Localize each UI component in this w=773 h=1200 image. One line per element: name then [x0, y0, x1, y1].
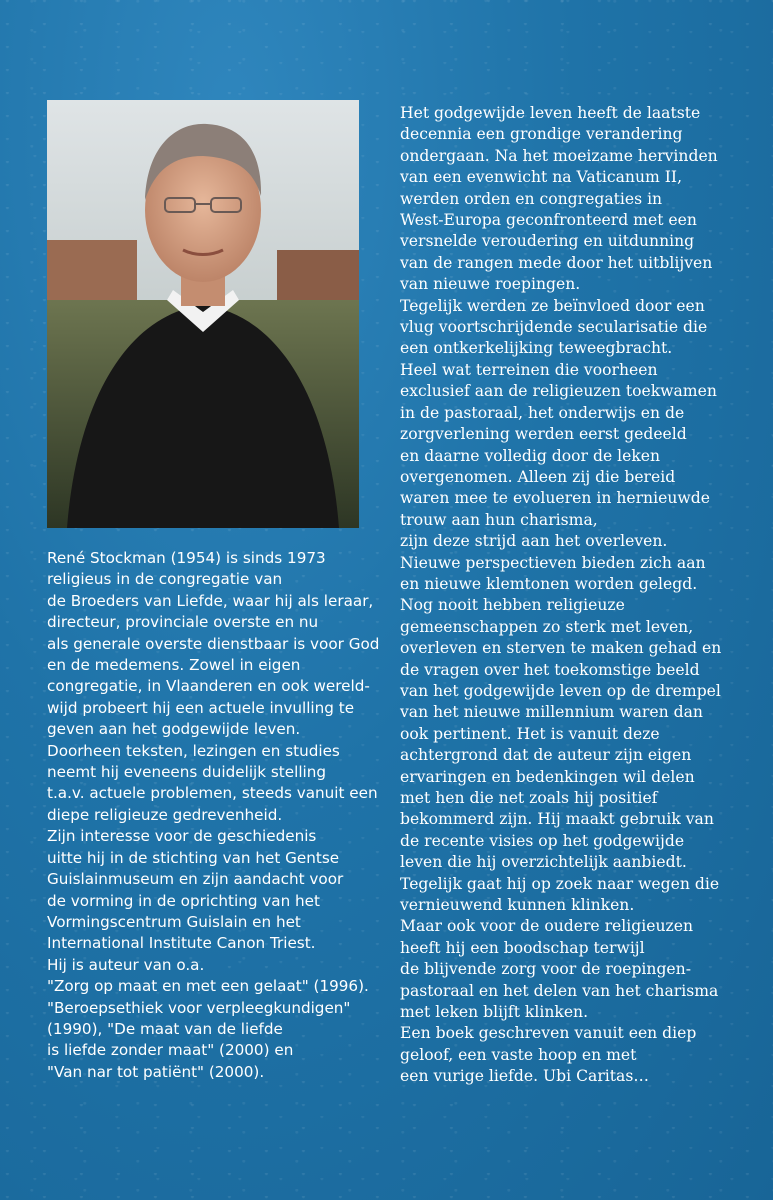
blurb-line: vlug voortschrijdende secularisatie die — [400, 318, 708, 337]
biography-line: is liefde zonder maat" (2000) en — [47, 1041, 294, 1060]
biography-line: en de medemens. Zowel in eigen — [47, 656, 301, 675]
blurb-line: overleven en sterven te maken gehad en — [400, 639, 722, 658]
blurb-line: zijn deze strijd aan het overleven. — [400, 532, 668, 551]
blurb-line: bekommerd zijn. Hij maakt gebruik van — [400, 810, 714, 829]
author-biography — [47, 548, 380, 1083]
portrait-photo-icon — [47, 100, 359, 528]
blurb-line: ondergaan. Na het moeizame hervinden — [400, 146, 718, 165]
blurb-line: en nieuwe klemtonen worden gelegd. — [400, 574, 698, 593]
blurb-line: pastoraal en het delen van het charisma — [400, 981, 719, 1000]
blurb-line: overgenomen. Alleen zij die bereid — [400, 467, 676, 486]
blurb-line: Nieuwe perspectieven bieden zich aan — [400, 553, 706, 572]
biography-line: (1990), "De maat van de liefde — [47, 1019, 283, 1038]
biography-line: directeur, provinciale overste en nu — [47, 613, 319, 632]
blurb-line: Het godgewijde leven heeft de laatste — [400, 104, 701, 122]
biography-line: "Zorg op maat en met een gelaat" (1996). — [47, 977, 369, 996]
blurb-line: Nog nooit hebben religieuze — [400, 596, 625, 615]
biography-line: International Institute Canon Triest. — [47, 934, 316, 953]
biography-line: uitte hij in de stichting van het Gentse — [47, 848, 340, 867]
blurb-line: vernieuwend kunnen klinken. — [400, 896, 635, 915]
blurb-line: waren mee te evolueren in hernieuwde — [400, 489, 710, 508]
biography-line: diepe religieuze gedrevenheid. — [47, 805, 283, 824]
blurb-line: van nieuwe roepingen. — [400, 275, 581, 294]
biography-line: Hij is auteur van o.a. — [47, 955, 205, 974]
blurb-line: de vragen over het toekomstige beeld — [400, 660, 700, 679]
biography-line: Doorheen teksten, lezingen en studies — [47, 741, 340, 760]
biography-line: wijd probeert hij een actuele invulling te — [47, 698, 355, 717]
biography-line: t.a.v. actuele problemen, steeds vanuit een — [47, 784, 378, 803]
blurb-line: ervaringen en bedenkingen wil delen — [400, 767, 695, 786]
biography-line: congregatie, in Vlaanderen en ook wereld- — [47, 677, 370, 696]
biography-line: als generale overste dienstbaar is voor God — [47, 634, 380, 653]
blurb-line: exclusief aan de religieuzen toekwamen — [400, 382, 717, 401]
blurb-line: trouw aan hun charisma, — [400, 510, 598, 529]
blurb-line: decennia een grondige verandering — [400, 125, 683, 144]
blurb-line: in de pastoraal, het onderwijs en de — [400, 403, 685, 422]
blurb-line: zorgverlening werden eerst gedeeld — [400, 425, 687, 444]
blurb-line: achtergrond dat de auteur zijn eigen — [400, 746, 692, 765]
biography-line: Guislainmuseum en zijn aandacht voor — [47, 870, 344, 889]
blurb-line: de recente visies op het godgewijde — [400, 831, 685, 850]
blurb-line: met hen die net zoals hij positief — [400, 789, 658, 807]
blurb-line: en daarne volledig door de leken — [400, 446, 661, 465]
blurb-line: Tegelijk gaat hij op zoek naar wegen die — [400, 874, 720, 893]
blurb-line: van een evenwicht na Vaticanum II, — [400, 168, 683, 187]
biography-line: "Van nar tot patiënt" (2000). — [47, 1062, 265, 1081]
blurb-line: leven die hij overzichtelijk aanbiedt. — [400, 853, 687, 872]
biography-line: de Broeders van Liefde, waar hij als leraar, — [47, 591, 374, 610]
blurb-line: werden orden en congregaties in — [400, 189, 663, 208]
biography-line: religieus in de congregatie van — [47, 570, 283, 589]
biography-line: geven aan het godgewijde leven. — [47, 720, 301, 739]
blurb-line: West-Europa geconfronteerd met een — [400, 211, 697, 230]
blurb-line: heeft hij een boodschap terwijl — [400, 938, 645, 957]
blurb-line: geloof, een vaste hoop en met — [400, 1045, 637, 1064]
blurb-line: Tegelijk werden ze beïnvloed door een — [400, 296, 705, 315]
blurb-line: ook pertinent. Het is vanuit deze — [400, 724, 660, 743]
blurb-line: van het nieuwe millennium waren dan — [400, 703, 703, 722]
biography-line: René Stockman (1954) is sinds 1973 — [47, 549, 326, 567]
blurb-line: een vurige liefde. Ubi Caritas… — [400, 1067, 649, 1086]
biography-line: Zijn interesse voor de geschiedenis — [47, 827, 317, 846]
blurb-line: met leken blijft klinken. — [400, 1003, 589, 1022]
author-portrait-photo — [47, 100, 359, 528]
blurb-line: Een boek geschreven vanuit een diep — [400, 1024, 697, 1043]
biography-line: "Beroepsethiek voor verpleegkundigen" — [47, 998, 351, 1017]
biography-line: de vorming in de oprichting van het — [47, 891, 320, 910]
blurb-line: Heel wat terreinen die voorheen — [400, 360, 658, 379]
book-blurb — [400, 103, 740, 1088]
blurb-line: van het godgewijde leven op de drempel — [400, 681, 721, 700]
blurb-line: Maar ook voor de oudere religieuzen — [400, 917, 693, 936]
blurb-line: van de rangen mede door het uitblijven — [400, 253, 713, 272]
blurb-line: versnelde veroudering en uitdunning — [400, 232, 695, 251]
biography-line: neemt hij eveneens duidelijk stelling — [47, 763, 327, 782]
blurb-line: de blijvende zorg voor de roepingen- — [400, 960, 691, 979]
blurb-line: een ontkerkelijking teweegbracht. — [400, 339, 673, 358]
blurb-line: gemeenschappen zo sterk met leven, — [400, 617, 694, 636]
biography-line: Vormingscentrum Guislain en het — [47, 912, 301, 931]
